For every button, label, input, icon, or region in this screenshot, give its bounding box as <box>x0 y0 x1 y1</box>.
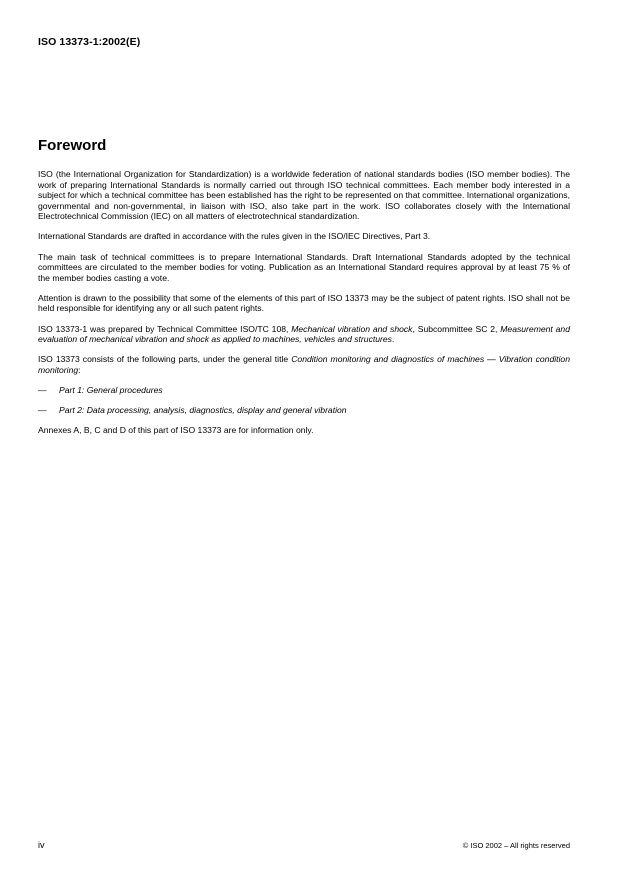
prepared-by-end: . <box>391 334 395 345</box>
document-id-header: ISO 13373-1:2002(E) <box>38 36 141 48</box>
parts-intro-text: ISO 13373 consists of the following parts, under the general title <box>38 354 292 365</box>
paragraph-main-task: The main task of technical committees is to prepare International Standards. Draft International Standards adopted by the technical committees are circulated to the member bodies for voting. Publication as an International Standard requires approval by at least 75 % of the member bodies casting a vote. <box>38 251 570 283</box>
part-2-title: Part 2: Data processing, analysis, diagnostics, display and general vibration <box>59 405 347 415</box>
paragraph-prepared-by <box>38 324 570 345</box>
general-title: Condition monitoring and diagnostics of machines — Vibration condition monitoring <box>38 354 570 375</box>
subcommittee-title: Measurement and evaluation of mechanical vibration and shock as applied to machines, vehicles and structures <box>38 323 570 345</box>
foreword-body <box>38 169 570 445</box>
copyright-notice: © ISO 2002 – All rights reserved <box>462 841 570 850</box>
paragraph-annexes: Annexes A, B, C and D of this part of ISO 13373 are for information only. <box>38 425 314 436</box>
page-title: Foreword <box>38 137 107 154</box>
dash-mark: — <box>38 384 47 395</box>
parts-intro-end: : <box>78 364 81 375</box>
page-number: iv <box>38 840 45 850</box>
paragraph-iso-intro: ISO (the International Organization for Standardization) is a worldwide federation of national standards bodies (ISO member bodies). The work of preparing International Standards is normally carried out through ISO technical committees. Each member body interested in a subject for which a technical committee has been established has the right to be represented on that committee. International organizations, governmental and non-governmental, in liaison with ISO, also take part in the work. ISO collaborates closely with the International Electrotechnical Commission (IEC) on all matters of electrotechnical standardization. <box>38 169 570 222</box>
paragraph-patent-rights: Attention is drawn to the possibility that some of the elements of this part of ISO 13373 may be the subject of patent rights. ISO shall not be held responsible for identifying any or all such patent rights. <box>38 292 570 314</box>
dash-mark: — <box>38 405 47 415</box>
paragraph-parts <box>38 354 570 375</box>
subcommittee-text: , Subcommittee SC 2, <box>412 323 501 334</box>
prepared-by-text: ISO 13373-1 was prepared by Technical Committee ISO/TC 108, <box>38 323 292 334</box>
committee-title: Mechanical vibration and shock <box>291 323 413 334</box>
part-1-title: Part 1: General procedures <box>59 384 163 395</box>
list-item <box>38 385 570 396</box>
list-item <box>38 405 570 416</box>
paragraph-directives: International Standards are drafted in accordance with the rules given in the ISO/IEC Directives, Part 3. <box>38 231 431 242</box>
